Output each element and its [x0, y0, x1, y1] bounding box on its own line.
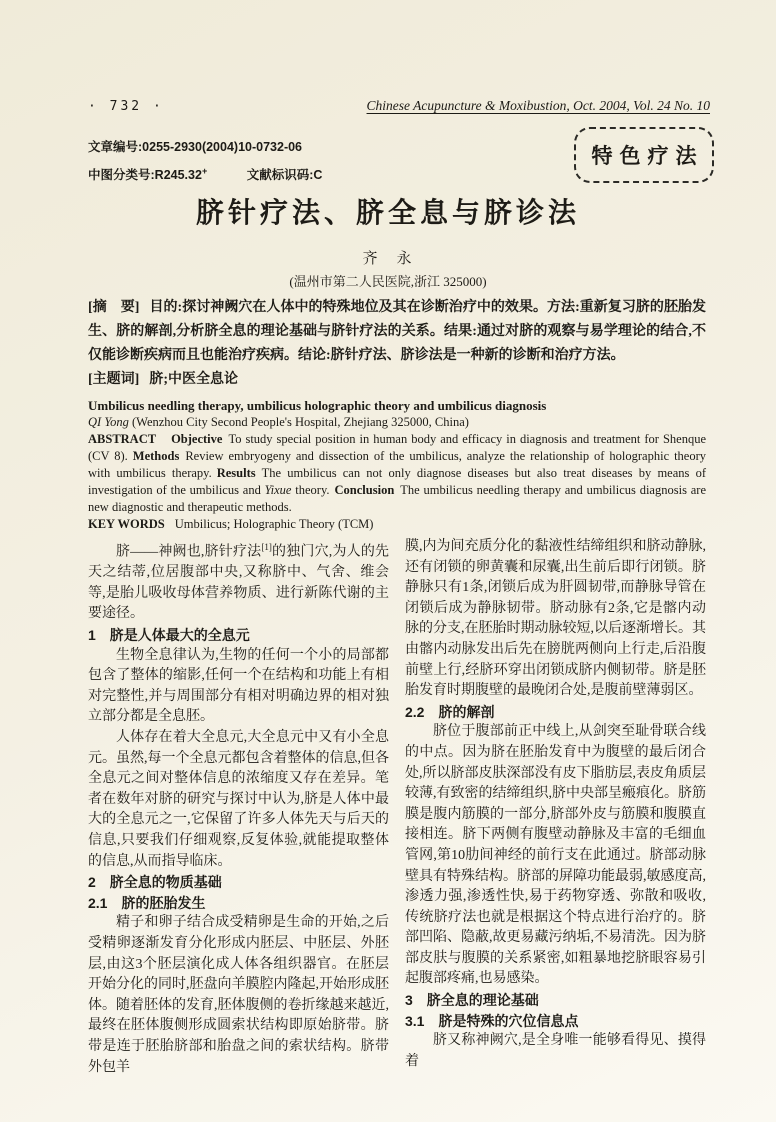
conclusion-label: Conclusion [334, 483, 395, 497]
paragraph: 脐位于腹部前正中线上,从剑突至耻骨联合线的中点。因为脐在胚胎发育中为腹壁的最后闭合处,所以脐部皮肤深部没有皮下脂肪层,表皮角质层较薄,有致密的结缔组织,脐中央部呈瘢痕化。脐筋膜是腹内筋膜的一部分,脐部外皮与筋膜和腹膜直接相连。脐下两侧有腹壁动静脉及丰富的毛细血管网,第10肋间神经的前行支在此通过。脐部动脉壁具有特殊结构。脐部的屏障功能最弱,敏感度高,渗透力强,渗透性快,易于药物穿透、弥散和吸收,传统脐疗法也就是根据这个特点进行治疗的。脐部凹陷、隐蔽,故更易藏污纳垢,不易清洗。因为脐部皮肤与腹膜的关系紧密,如粗暴地挖脐眼容易引起腹部疼痛,也易感染。 [405, 724, 706, 987]
subsection-heading: 2.1 脐的胚胎发生 [88, 894, 206, 911]
abstract-en-label: ABSTRACT [88, 432, 157, 446]
keywords-cn-line [88, 368, 706, 392]
special-column-badge [574, 127, 714, 183]
page-header [88, 98, 710, 114]
keywords-en: Umbilicus; Holographic Theory (TCM) [174, 517, 374, 531]
article-meta [88, 137, 322, 193]
abstract-en [88, 397, 706, 533]
section-heading: 1 脐是人体最大的全息元 [88, 627, 250, 644]
author-affiliation: (温州市第二人民医院,浙江 325000) [289, 274, 487, 289]
journal-header: Chinese Acupuncture & Moxibustion, Oct. 2004, Vol. 24 No. 10 [366, 98, 710, 113]
citation-ref: [1] [261, 542, 272, 552]
subsection-heading: 3.1 脐是特殊的穴位信息点 [405, 1012, 579, 1029]
subsection-heading: 2.2 脐的解剖 [405, 703, 495, 720]
section-heading: 3 脐全息的理论基础 [405, 992, 539, 1009]
results-label: Results [216, 466, 256, 480]
yixue-term: Yixue [264, 483, 292, 497]
section-heading: 2 脐全息的物质基础 [88, 874, 222, 891]
body-right-column [405, 537, 706, 1078]
paragraph: 脐又称神阙穴,是全身唯一能够看得见、摸得着 [405, 1033, 706, 1069]
page-number: · 732 · [88, 99, 164, 114]
paragraph: 膜,内为间充质分化的黏液性结缔组织和脐动静脉,还有闭锁的卵黄囊和尿囊,出生前后即行闭锁。脐静脉只有1条,闭锁后成为肝圆韧带,而静脉导管在闭锁后成为静脉韧带。脐动脉有2条,它是髂内动脉的分支,在胚胎时期动脉较短,以后逐渐增长。其由髂内动脉发出后先在膀胱两侧向上行走,后沿腹前壁上行,经脐环穿出闭锁成脐内侧韧带。脐是胚胎发育时期腹壁的最晚闭合处,是腹前壁薄弱区。 [405, 539, 706, 699]
author-name: 齐 永 [362, 251, 414, 267]
abstract-cn-label: [摘 要] [88, 300, 140, 315]
classification-line [88, 165, 322, 183]
article-id: 文章编号:0255-2930(2004)10-0732-06 [88, 140, 303, 154]
paragraph: 生物全息律认为,生物的任何一个小的局部都包含了整体的缩影,任何一个在结构和功能上有相对完整性,并与周围部分有相对明确边界的相对独立部分都是全息胚。 [88, 647, 389, 725]
badge-label: 特色疗法 [591, 144, 704, 168]
methods-label: Methods [132, 449, 180, 463]
body-columns [88, 537, 706, 1078]
abstract-en-body: ABSTRACT Objective To study special position in human body and efficacy in diagnosis and treatment for Shenque (CV 8). Methods Review embryogeny and dissection of the umbilicus, analyze the relationship of holographic theory with umbilicus therapy. Results The umbilicus can not only diagnose diseases but also treat diseases by means of investigation of the umbilicus and Yixue theory. Conclusion The umbilicus needling therapy and umbilicus diagnosis are new diagnostic and therapeutic methods. [88, 432, 707, 514]
paragraph: 人体存在着大全息元,大全息元中又有小全息元。虽然,每一个全息元都包含着整体的信息,但各全息元之间对整体信息的浓缩度又存在差异。笔者在数年对脐的研究与探讨中认为,脐是人体中最大的全息元之一,它保留了许多人体先天与后天的信息,只要我们仔细观察,反复体验,就能提取整体的信息,从而指导临床。 [88, 730, 389, 869]
article-title: 脐针疗法、脐全息与脐诊法 [195, 198, 580, 229]
abstract-cn-text: [摘 要] 目的:探讨神阙穴在人体中的特殊地位及其在诊断治疗中的效果。方法:重新复习脐的胚胎发生、脐的解剖,分析脐全息的理论基础与脐针疗法的关系。结果:通过对脐的观察与易学理论的结合,不仅能诊断疾病而且也能治疗疾病。结论:脐针疗法、脐诊法是一种新的诊断和治疗方法。 [88, 300, 706, 363]
paragraph: 精子和卵子结合成受精卵是生命的开始,之后受精卵逐渐发育分化形成内胚层、中胚层、外胚层,由这3个胚层演化成人体各组织器官。在胚层开始分化的同时,胚盘向羊膜腔内隆起,开始形成胚体。随着胚体的发育,胚体腹侧的卷折缘越来越近,最终在胚体腹侧形成圆索状结构即原始脐带。脐带是连于胚胎脐部和胎盘之间的索状结构。脐带外包羊 [88, 915, 389, 1075]
abstract-cn [88, 296, 706, 392]
objective-label: Objective [171, 432, 223, 446]
doc-code: 文献标识码:C [246, 168, 323, 182]
abstract-en-title: Umbilicus needling therapy, umbilicus holographic theory and umbilicus diagnosis [88, 398, 547, 413]
clc-number: 中图分类号:R245.32+ [88, 165, 208, 182]
abstract-en-author-line: QI Yong (Wenzhou City Second People's Hospital, Zhejiang 325000, China) [88, 415, 469, 429]
keywords-en-label: KEY WORDS [88, 517, 165, 531]
author-name-en: QI Yong [88, 415, 129, 429]
clc-superscript: + [201, 165, 208, 176]
body-left-column [88, 537, 389, 1078]
keywords-cn-label: [主题词] [88, 372, 140, 387]
keywords-cn: 脐;中医全息论 [149, 372, 238, 387]
keywords-en-line [88, 516, 706, 533]
paragraph: 脐——神阙也,脐针疗法[1]的独门穴,为人的先天之结蒂,位居腹部中央,又称脐中、气舍、维会等,是胎儿吸收母体营养物质、进行新陈代谢的主要途径。 [88, 542, 390, 622]
